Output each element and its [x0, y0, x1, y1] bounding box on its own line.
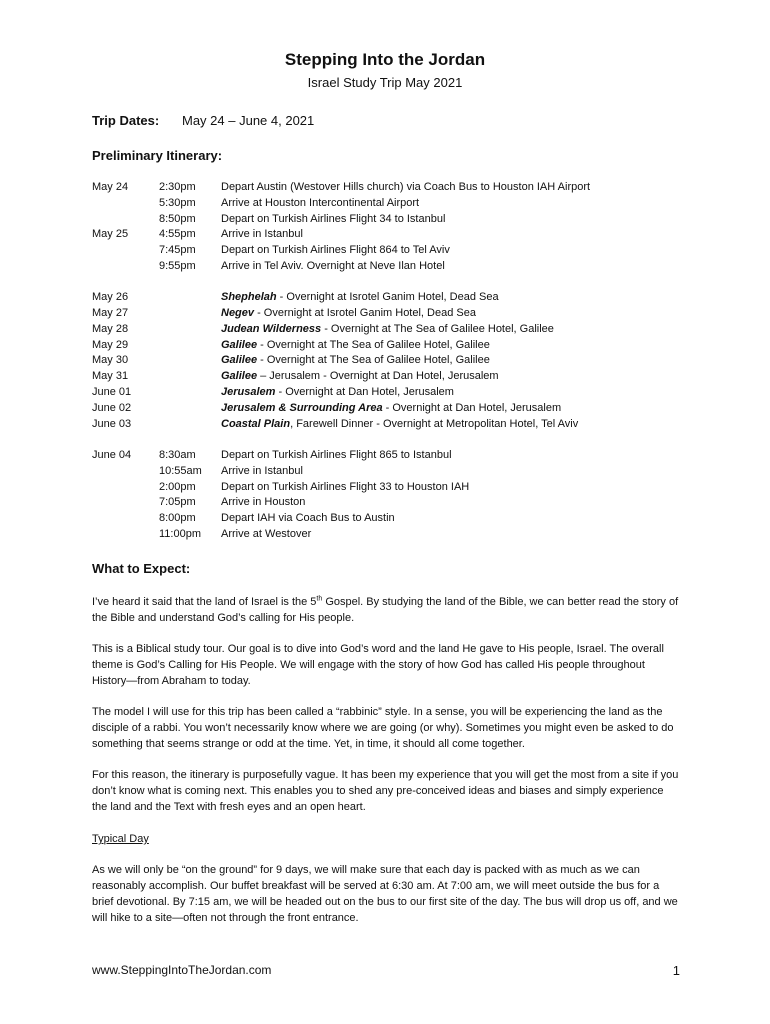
itinerary-overnight: - Overnight at The Sea of Galilee Hotel, Galilee — [257, 338, 490, 351]
itinerary-description — [221, 369, 712, 385]
trip-dates — [92, 113, 314, 128]
itinerary-time: 7:45pm — [159, 244, 196, 257]
trip-dates-value: May 24 – June 4, 2021 — [182, 113, 315, 128]
itinerary-table — [92, 180, 712, 543]
itinerary-time-empty — [159, 290, 221, 306]
expect-paragraph-2: This is a Biblical study tour. Our goal is to dive into God’s word and the land He gave to His people, Israel. The overall theme is God’s Calling for His People. We will engage with the story of how God has called His people throughout History—from Abraham to today. — [92, 643, 664, 687]
itinerary-overnight: - Overnight at Dan Hotel, Jerusalem — [382, 401, 562, 414]
itinerary-row — [92, 212, 712, 228]
page-title: Stepping Into the Jordan — [284, 50, 486, 69]
itinerary-description: Arrive in Istanbul — [221, 464, 303, 477]
itinerary-travel-back — [92, 448, 712, 543]
itinerary-date: May 26 — [92, 291, 129, 304]
itinerary-date: May 28 — [92, 322, 129, 335]
itinerary-time: 7:05pm — [159, 496, 196, 509]
itinerary-date: May 24 — [92, 181, 129, 193]
itinerary-day-row — [92, 385, 712, 401]
itinerary-description — [221, 385, 712, 401]
expect-heading: What to Expect: — [92, 561, 191, 576]
itinerary-date — [92, 527, 159, 543]
itinerary-time-empty — [159, 417, 221, 433]
itinerary-time: 8:30am — [159, 448, 196, 461]
expect-paragraph-3: The model I will use for this trip has been called a “rabbinic” style. In a sense, you will be experiencing the land as the disciple of a rabbi. You won’t necessarily know where we are going (or why). Sometimes you might even be asked to do something that seems strange or odd at the time. Yet, in time, it should all come together. — [92, 706, 674, 750]
itinerary-travel-out — [92, 180, 712, 275]
itinerary-description: Arrive at Houston Intercontinental Airport — [221, 196, 420, 209]
itinerary-time: 10:55am — [159, 464, 202, 477]
itinerary-description: Depart on Turkish Airlines Flight 864 to Tel Aviv — [221, 244, 450, 257]
itinerary-date: June 04 — [92, 448, 132, 461]
itinerary-day-row — [92, 322, 712, 338]
itinerary-row — [92, 259, 712, 275]
itinerary-date — [92, 480, 159, 496]
itinerary-place: Jerusalem — [221, 386, 276, 399]
itinerary-date — [92, 511, 159, 527]
itinerary-time-empty — [159, 338, 221, 354]
itinerary-description — [221, 306, 712, 322]
itinerary-description — [221, 290, 712, 306]
itinerary-row — [92, 480, 712, 496]
itinerary-time-empty — [159, 385, 221, 401]
itinerary-time-empty — [159, 322, 221, 338]
itinerary-place: Coastal Plain — [221, 417, 291, 430]
itinerary-day-row — [92, 290, 712, 306]
itinerary-row — [92, 527, 712, 543]
itinerary-row — [92, 180, 712, 196]
itinerary-day-row — [92, 417, 712, 433]
itinerary-row — [92, 448, 712, 464]
itinerary-date: May 31 — [92, 370, 129, 383]
itinerary-row — [92, 511, 712, 527]
itinerary-row — [92, 464, 712, 480]
itinerary-date — [92, 464, 159, 480]
itinerary-day-row — [92, 306, 712, 322]
itinerary-overnight: - Overnight at The Sea of Galilee Hotel, Galilee — [257, 354, 490, 367]
itinerary-description — [221, 401, 712, 417]
itinerary-place: Negev — [221, 307, 255, 320]
page-subtitle: Israel Study Trip May 2021 — [307, 75, 463, 90]
itinerary-time-empty — [159, 306, 221, 322]
expect-paragraph-4: For this reason, the itinerary is purposefully vague. It has been my experience that you will get the most from a site if you don’t know what is coming next. This enables you to shed any pre-conceived ideas and biases and simply experience the land and the Text with fresh eyes and an open heart. — [92, 769, 679, 813]
itinerary-date: May 27 — [92, 307, 129, 320]
itinerary-description: Arrive in Houston — [221, 496, 306, 509]
itinerary-date — [92, 243, 159, 259]
itinerary-description — [221, 338, 712, 354]
itinerary-description: Arrive at Westover — [221, 527, 312, 540]
footer-website: www.SteppingIntoTheJordan.com — [92, 963, 272, 977]
itinerary-date — [92, 212, 159, 228]
itinerary-description: Arrive in Tel Aviv. Overnight at Neve Ilan Hotel — [221, 259, 445, 272]
itinerary-time: 4:55pm — [159, 228, 196, 241]
expect-paragraph-5: As we will only be “on the ground” for 9 days, we will make sure that each day is packed with as much as we can reasonably accomplish. Our buffet breakfast will be served at 6:30 am. At 7:00 am, we will meet outside the bus for a brief devotional. By 7:15 am, we will be headed out on the bus to our first site of the day. The bus will drop us off, and we will hike to a site—often not through the front entrance. — [92, 864, 678, 924]
itinerary-place: Galilee — [221, 338, 258, 351]
itinerary-place: Galilee — [221, 354, 258, 367]
itinerary-time-empty — [159, 353, 221, 369]
trip-dates-label: Trip Dates: — [92, 113, 160, 128]
itinerary-overnight: - Overnight at Isrotel Ganim Hotel, Dead Sea — [276, 291, 499, 304]
itinerary-time: 2:00pm — [159, 480, 196, 493]
itinerary-overnight: - Overnight at The Sea of Galilee Hotel, Galilee — [321, 322, 554, 335]
itinerary-row — [92, 495, 712, 511]
itinerary-time: 11:00pm — [159, 527, 201, 540]
itinerary-row — [92, 196, 712, 212]
itinerary-row — [92, 243, 712, 259]
itinerary-time-empty — [159, 369, 221, 385]
itinerary-date: May 25 — [92, 228, 129, 241]
itinerary-date — [92, 495, 159, 511]
itinerary-date: May 30 — [92, 354, 129, 367]
itinerary-time: 8:00pm — [159, 512, 196, 525]
itinerary-date — [92, 259, 159, 275]
itinerary-description: Depart IAH via Coach Bus to Austin — [221, 512, 395, 525]
itinerary-description: Depart on Turkish Airlines Flight 865 to Istanbul — [221, 448, 452, 461]
expect-paragraph-1 — [92, 594, 680, 626]
itinerary-overnight: - Overnight at Dan Hotel, Jerusalem — [275, 386, 454, 399]
itinerary-place: Shephelah — [221, 291, 277, 304]
itinerary-days — [92, 290, 712, 432]
itinerary-time-empty — [159, 401, 221, 417]
itinerary-overnight: – Jerusalem - Overnight at Dan Hotel, Jerusalem — [257, 370, 499, 383]
itinerary-description: Depart on Turkish Airlines Flight 33 to Houston IAH — [221, 480, 470, 493]
itinerary-date — [92, 196, 159, 212]
itinerary-heading: Preliminary Itinerary: — [92, 148, 223, 163]
itinerary-row — [92, 227, 712, 243]
itinerary-description — [221, 353, 712, 369]
itinerary-description: Arrive in Istanbul — [221, 228, 303, 241]
itinerary-date: June 03 — [92, 417, 132, 430]
itinerary-time: 2:30pm — [159, 181, 196, 193]
itinerary-description — [221, 417, 712, 433]
itinerary-time: 5:30pm — [159, 196, 196, 209]
itinerary-day-row — [92, 353, 712, 369]
itinerary-date: June 02 — [92, 401, 132, 414]
itinerary-date: June 01 — [92, 386, 132, 399]
itinerary-description: Depart on Turkish Airlines Flight 34 to Istanbul — [221, 212, 446, 225]
itinerary-overnight: , Farewell Dinner - Overnight at Metropolitan Hotel, Tel Aviv — [290, 417, 579, 430]
itinerary-date: May 29 — [92, 338, 129, 351]
itinerary-description: Depart Austin (Westover Hills church) via Coach Bus to Houston IAH Airport — [221, 181, 591, 193]
itinerary-place: Judean Wilderness — [221, 322, 322, 335]
page-number: 1 — [672, 963, 680, 978]
itinerary-place: Jerusalem & Surrounding Area — [221, 401, 383, 414]
itinerary-day-row — [92, 369, 712, 385]
expect-p1-text-b: Gospel. By studying the land of the Bible, we can better read the story of the Bible and understand God’s calling for His people. — [92, 596, 679, 624]
itinerary-time: 8:50pm — [159, 212, 196, 225]
itinerary-overnight: - Overnight at Isrotel Ganim Hotel, Dead Sea — [254, 307, 476, 320]
expect-p1-text-a: I’ve heard it said that the land of Israel is the 5 — [92, 596, 317, 608]
itinerary-place: Galilee — [221, 370, 258, 383]
typical-day-heading: Typical Day — [92, 833, 149, 845]
itinerary-time: 9:55pm — [159, 259, 196, 272]
itinerary-day-row — [92, 401, 712, 417]
expect-p1-superscript: th — [316, 595, 323, 603]
itinerary-day-row — [92, 338, 712, 354]
itinerary-description — [221, 322, 712, 338]
